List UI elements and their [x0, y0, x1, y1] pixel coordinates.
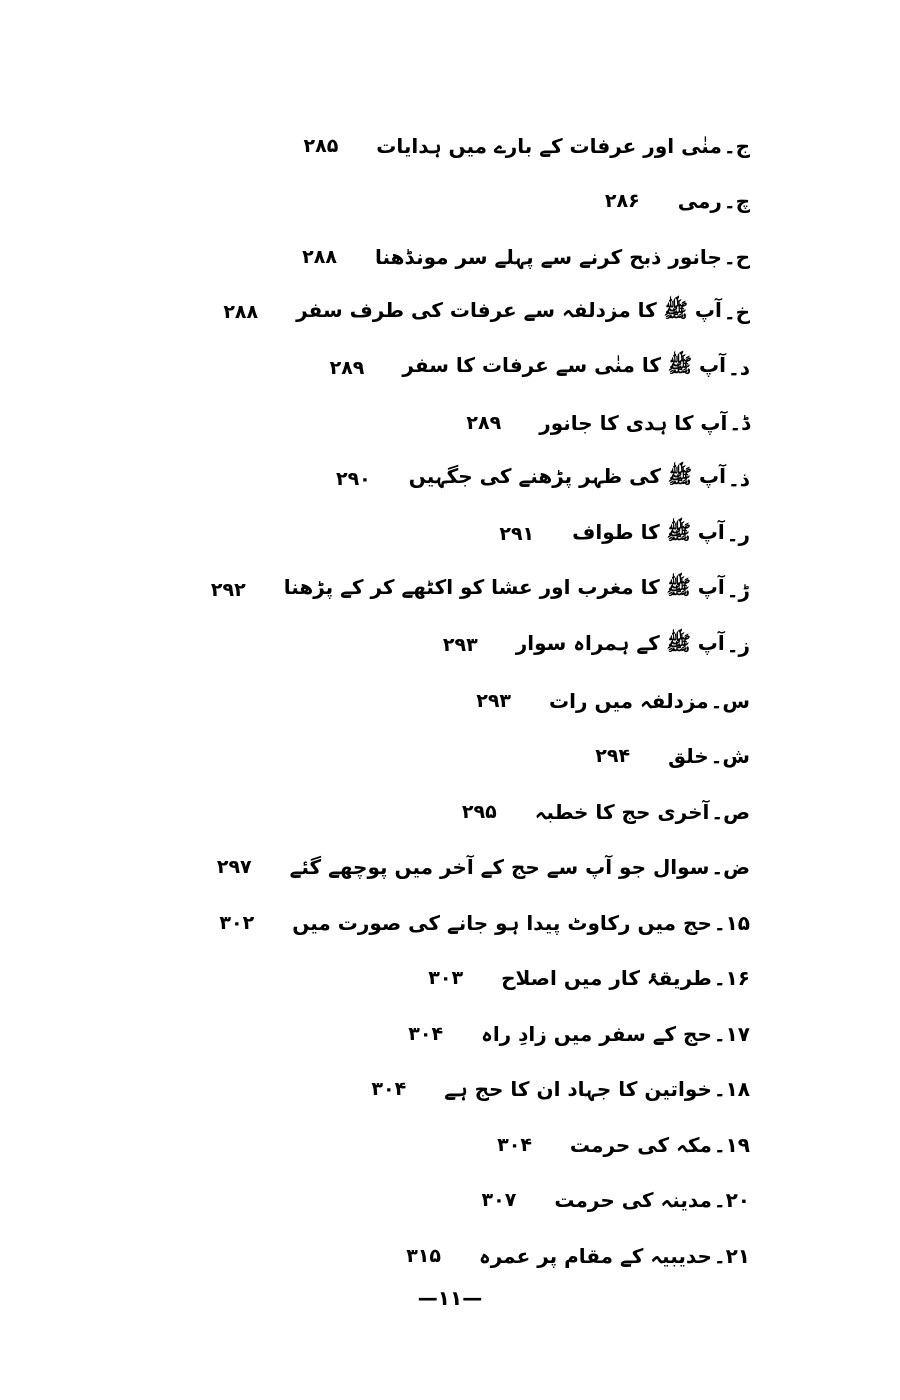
- toc-entry-title: سوال جو آپ سے حج کے آخر میں پوچھے گئے: [289, 855, 710, 880]
- toc-entry-page: ۲۹۱: [499, 523, 535, 546]
- toc-entry-page: ۲۹۵: [461, 800, 497, 823]
- toc-entry-marker: ڈ۔: [729, 411, 750, 436]
- toc-entry-marker: ج۔: [723, 133, 750, 158]
- toc-entry-page: ۲۹۳: [442, 634, 478, 657]
- toc-entry: [150, 895, 750, 951]
- toc-entry-marker: ذ۔: [728, 466, 750, 491]
- toc-entry-marker: ض۔: [711, 855, 750, 880]
- toc-entry: [150, 618, 750, 674]
- toc-entry: [150, 673, 750, 729]
- toc-entry-marker: ۱۸۔: [713, 1077, 750, 1102]
- toc-entry-marker: ڑ۔: [726, 577, 750, 602]
- toc-entry-title: مزدلفہ میں رات: [549, 688, 709, 713]
- toc-entry-marker: ۲۱۔: [713, 1243, 750, 1268]
- toc-entry: [150, 229, 750, 285]
- toc-entry-title: آپ ﷺ کا مغرب اور عشا کو اکٹھے کر کے پڑھنا: [283, 575, 725, 600]
- toc-entry-title: آپ ﷺ کے ہمراہ سوار: [515, 630, 725, 655]
- toc-entry: [150, 451, 750, 507]
- toc-entry-marker: س۔: [710, 688, 750, 713]
- toc-entry-marker: ش۔: [710, 744, 750, 769]
- toc-entry-title: خلق: [668, 744, 709, 769]
- toc-entry-title: طریقۂ کار میں اصلاح: [501, 966, 712, 991]
- toc-entry-title: آپ ﷺ کا منٰی سے عرفات کا سفر: [402, 353, 727, 378]
- toc-entry: [150, 396, 750, 452]
- toc-entry-page: ۲۹۰: [335, 467, 371, 490]
- toc-entry-title: رمی: [677, 189, 722, 214]
- toc-entry-title: حج میں رکاوٹ پیدا ہو جانے کی صورت میں: [292, 910, 712, 935]
- toc-entry: [150, 729, 750, 785]
- toc-entry-page: ۲۹۳: [476, 689, 512, 712]
- toc-entry: [150, 1228, 750, 1284]
- toc-entry-marker: چ۔: [723, 189, 750, 214]
- toc-entry-marker: د۔: [728, 355, 750, 380]
- toc-entry: [150, 951, 750, 1007]
- toc-entry-page: ۲۸۶: [604, 190, 640, 213]
- toc-entry-page: ۳۰۴: [371, 1078, 407, 1101]
- toc-entry-marker: ۱۶۔: [713, 966, 750, 991]
- toc-entry: [150, 340, 750, 396]
- toc-entry-title: آپ ﷺ کی ظہر پڑھنے کی جگہیں: [408, 464, 727, 489]
- toc-entry-page: ۳۰۲: [219, 911, 255, 934]
- toc-entry-marker: خ۔: [723, 300, 750, 325]
- toc-entry-marker: ۱۵۔: [713, 910, 750, 935]
- toc-entry-marker: ص۔: [711, 799, 750, 824]
- toc-entry: [150, 174, 750, 230]
- toc-entry: [150, 118, 750, 174]
- toc-entry-marker: ز۔: [726, 633, 750, 658]
- toc-entry-title: منٰی اور عرفات کے بارے میں ہدایات: [376, 133, 722, 158]
- toc-entry: [150, 840, 750, 896]
- toc-entry-page: ۲۸۵: [303, 134, 339, 157]
- toc-entry-page: ۲۹۷: [216, 856, 252, 879]
- toc-entry: [150, 1062, 750, 1118]
- toc-entry-title: آخری حج کا خطبہ: [534, 799, 710, 824]
- toc-entry-page: ۲۹۴: [595, 745, 631, 768]
- toc-entry-title: آپ ﷺ کا طواف: [572, 519, 725, 544]
- toc-entry-marker: ۱۷۔: [713, 1021, 750, 1046]
- toc-entry: [150, 1117, 750, 1173]
- toc-entry-marker: ح۔: [723, 244, 750, 269]
- table-of-contents: [150, 118, 750, 1284]
- toc-entry-title: آپ ﷺ کا مزدلفہ سے عرفات کی طرف سفر: [296, 297, 722, 322]
- toc-entry-page: ۲۸۸: [223, 301, 259, 324]
- toc-entry-title: حدیبیہ کے مقام پر عمرہ: [479, 1243, 712, 1268]
- toc-entry: [150, 1006, 750, 1062]
- toc-entry-page: ۳۰۴: [497, 1133, 532, 1156]
- toc-entry-title: آپ کا ہدی کا جانور: [539, 411, 728, 436]
- toc-entry-page: ۳۱۵: [406, 1244, 441, 1267]
- toc-entry-marker: ۱۹۔: [713, 1132, 750, 1157]
- toc-entry-title: خواتین کا جہاد ان کا حج ہے: [444, 1077, 712, 1102]
- toc-entry-title: حج کے سفر میں زادِ راہ: [481, 1021, 712, 1046]
- toc-entry: [150, 562, 750, 618]
- toc-entry: [150, 1173, 750, 1229]
- toc-entry-page: ۲۸۹: [329, 356, 365, 379]
- toc-entry-marker: ۲۰۔: [713, 1188, 750, 1213]
- toc-entry-page: ۲۹۲: [210, 578, 246, 601]
- toc-entry: [150, 507, 750, 563]
- toc-entry-title: مدینہ کی حرمت: [554, 1188, 712, 1213]
- page-number-footer: —۱۱—: [417, 1286, 483, 1310]
- toc-entry-page: ۳۰۷: [481, 1189, 517, 1212]
- toc-entry-page: ۲۸۸: [302, 245, 337, 268]
- toc-entry: [150, 285, 750, 341]
- toc-entry-title: جانور ذبح کرنے سے پہلے سر مونڈھنا: [374, 244, 722, 269]
- toc-entry-page: ۲۸۹: [466, 412, 502, 435]
- toc-entry-page: ۳۰۴: [408, 1022, 444, 1045]
- toc-entry: [150, 784, 750, 840]
- toc-entry-title: مکہ کی حرمت: [569, 1132, 712, 1157]
- toc-entry-page: ۳۰۳: [428, 967, 464, 990]
- toc-entry-marker: ر۔: [726, 522, 750, 547]
